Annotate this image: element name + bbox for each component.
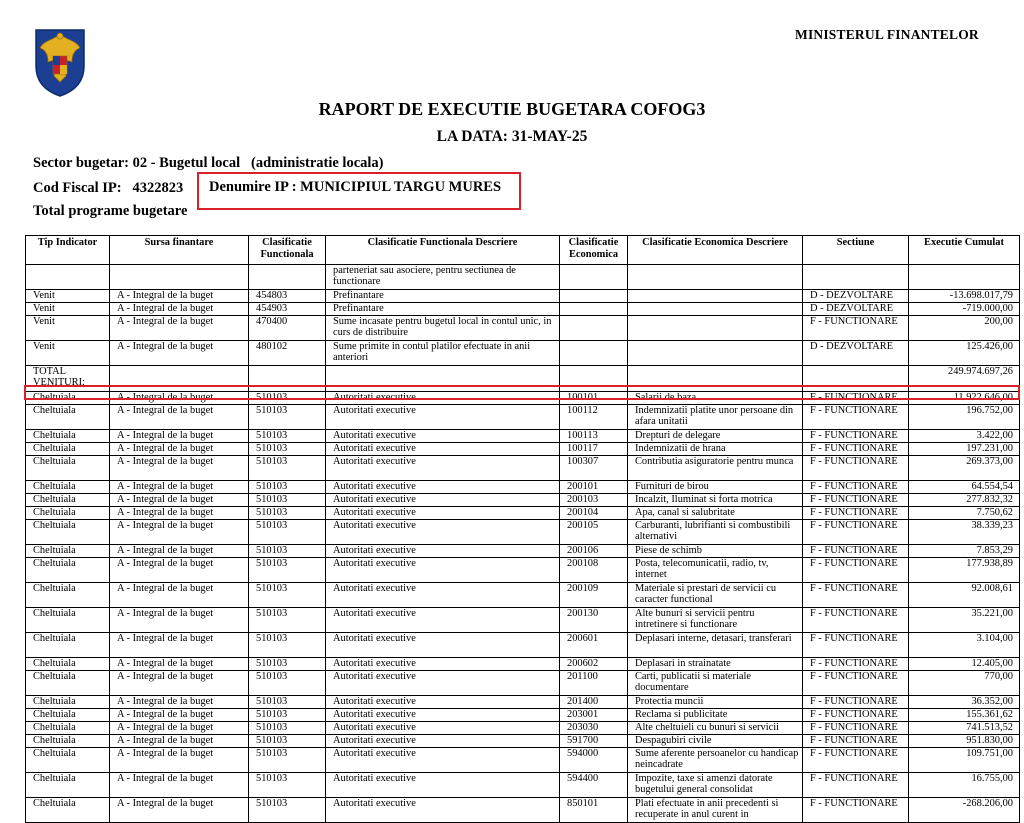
cell-functionala-descriere: Sume primite in contul platilor efectuate in anii anteriori (326, 341, 560, 366)
cell-sectiune: F - FUNCTIONARE (803, 735, 909, 748)
cell-functionala-descriere: Autoritati executive (326, 494, 560, 507)
cell-economica-descriere (628, 341, 803, 366)
cell-clasificatie-economica: 200104 (560, 507, 628, 520)
execution-table (25, 235, 1020, 823)
cell-functionala-descriere: Autoritati executive (326, 735, 560, 748)
cell-sursa-finantare: A - Integral de la buget (110, 520, 249, 545)
cell-executie-cumulat: 12.405,00 (909, 658, 1020, 671)
cell-functionala-descriere: Sume incasate pentru bugetul local in contul unic, in curs de distribuire (326, 316, 560, 341)
cell-executie-cumulat: 35.221,00 (909, 608, 1020, 633)
cell-sectiune: F - FUNCTIONARE (803, 520, 909, 545)
column-header-clasificatie-functionala: Clasificatie Functionala (249, 236, 326, 265)
report-title: RAPORT DE EXECUTIE BUGETARA COFOG3 (318, 99, 706, 119)
cell-economica-descriere: Reclama si publicitate (628, 709, 803, 722)
cell-clasificatie-functionala: 510103 (249, 658, 326, 671)
table-row (26, 520, 1020, 545)
cell-tip-indicator: Cheltuiala (26, 658, 110, 671)
cell-economica-descriere: Drepturi de delegare (628, 430, 803, 443)
cell-clasificatie-economica: 200101 (560, 481, 628, 494)
cell-clasificatie-economica (560, 316, 628, 341)
cell-executie-cumulat: 3.104,00 (909, 633, 1020, 658)
cell-economica-descriere: Alte cheltuieli cu bunuri si servicii (628, 722, 803, 735)
cell-functionala-descriere: Autoritati executive (326, 405, 560, 430)
cell-sectiune: F - FUNCTIONARE (803, 545, 909, 558)
table-row (26, 722, 1020, 735)
table-row (26, 658, 1020, 671)
cell-clasificatie-functionala: 510103 (249, 748, 326, 773)
table-row (26, 633, 1020, 658)
cell-functionala-descriere: Autoritati executive (326, 392, 560, 405)
cell-clasificatie-economica: 200103 (560, 494, 628, 507)
cell-clasificatie-economica (560, 366, 628, 392)
table-row (26, 341, 1020, 366)
cell-economica-descriere: Salarii de baza (628, 392, 803, 405)
cell-clasificatie-functionala: 510103 (249, 456, 326, 481)
cell-clasificatie-economica: 100113 (560, 430, 628, 443)
table-row (26, 748, 1020, 773)
cell-sursa-finantare: A - Integral de la buget (110, 290, 249, 303)
cell-economica-descriere: Carti, publicatii si materiale documentare (628, 671, 803, 696)
cell-sectiune (803, 265, 909, 290)
cell-functionala-descriere: Prefinantare (326, 303, 560, 316)
cell-executie-cumulat: 197.231,00 (909, 443, 1020, 456)
cell-economica-descriere: Piese de schimb (628, 545, 803, 558)
cell-sursa-finantare: A - Integral de la buget (110, 608, 249, 633)
table-row (26, 507, 1020, 520)
cell-functionala-descriere: Autoritati executive (326, 633, 560, 658)
cell-functionala-descriere: Autoritati executive (326, 722, 560, 735)
column-header-sursa-finantare: Sursa finantare (110, 236, 249, 265)
cell-tip-indicator: Cheltuiala (26, 507, 110, 520)
cell-functionala-descriere: Autoritati executive (326, 481, 560, 494)
cell-clasificatie-economica: 201400 (560, 696, 628, 709)
cell-sectiune: F - FUNCTIONARE (803, 608, 909, 633)
cell-clasificatie-economica: 100117 (560, 443, 628, 456)
cell-clasificatie-functionala: 510103 (249, 558, 326, 583)
cod-fiscal: Cod Fiscal IP: 4322823 (33, 180, 184, 196)
column-header-economica-descriere: Clasificatie Economica Descriere (628, 236, 803, 265)
cell-sectiune: F - FUNCTIONARE (803, 798, 909, 823)
table-row (26, 773, 1020, 798)
cell-economica-descriere (628, 265, 803, 290)
cell-functionala-descriere: Autoritati executive (326, 583, 560, 608)
cell-clasificatie-economica (560, 290, 628, 303)
cell-economica-descriere (628, 290, 803, 303)
cell-clasificatie-functionala: 470400 (249, 316, 326, 341)
cell-functionala-descriere: Autoritati executive (326, 709, 560, 722)
cell-economica-descriere (628, 316, 803, 341)
cell-sursa-finantare: A - Integral de la buget (110, 481, 249, 494)
cell-clasificatie-functionala: 510103 (249, 520, 326, 545)
cell-tip-indicator: Cheltuiala (26, 430, 110, 443)
cell-executie-cumulat: 951.830,00 (909, 735, 1020, 748)
cell-clasificatie-functionala: 510103 (249, 494, 326, 507)
table-row (26, 545, 1020, 558)
cell-executie-cumulat: 64.554,54 (909, 481, 1020, 494)
cell-executie-cumulat: 249.974.697,26 (909, 366, 1020, 392)
denumire-ip: Denumire IP : MUNICIPIUL TARGU MURES (209, 179, 502, 195)
cell-functionala-descriere: Autoritati executive (326, 658, 560, 671)
column-header-executie-cumulat: Executie Cumulat (909, 236, 1020, 265)
cell-functionala-descriere: Prefinantare (326, 290, 560, 303)
cell-economica-descriere: Protectia muncii (628, 696, 803, 709)
table-row (26, 671, 1020, 696)
cell-sursa-finantare: A - Integral de la buget (110, 671, 249, 696)
cell-executie-cumulat: 277.832,32 (909, 494, 1020, 507)
cell-tip-indicator: Venit (26, 290, 110, 303)
cell-sursa-finantare: A - Integral de la buget (110, 658, 249, 671)
table-row (26, 494, 1020, 507)
cell-economica-descriere: Furnituri de birou (628, 481, 803, 494)
cell-sectiune: F - FUNCTIONARE (803, 748, 909, 773)
cell-tip-indicator (26, 265, 110, 290)
cell-executie-cumulat: 109.751,00 (909, 748, 1020, 773)
cell-executie-cumulat: 16.755,00 (909, 773, 1020, 798)
cell-executie-cumulat (909, 265, 1020, 290)
cell-executie-cumulat: 770,00 (909, 671, 1020, 696)
cell-sectiune: F - FUNCTIONARE (803, 633, 909, 658)
cell-economica-descriere: Incalzit, Iluminat si forta motrica (628, 494, 803, 507)
cell-executie-cumulat: 38.339,23 (909, 520, 1020, 545)
cell-clasificatie-economica: 594400 (560, 773, 628, 798)
cell-economica-descriere: Indemnizatii platite unor persoane din afara unitatii (628, 405, 803, 430)
cell-sursa-finantare: A - Integral de la buget (110, 696, 249, 709)
cell-clasificatie-economica (560, 303, 628, 316)
cell-sectiune: F - FUNCTIONARE (803, 722, 909, 735)
cell-sursa-finantare (110, 366, 249, 392)
cell-executie-cumulat: 7.853,29 (909, 545, 1020, 558)
cell-executie-cumulat: -719.000,00 (909, 303, 1020, 316)
cell-tip-indicator: Cheltuiala (26, 443, 110, 456)
cell-tip-indicator: Cheltuiala (26, 696, 110, 709)
cell-sectiune: F - FUNCTIONARE (803, 494, 909, 507)
cell-tip-indicator: Cheltuiala (26, 494, 110, 507)
cell-clasificatie-economica: 591700 (560, 735, 628, 748)
cell-economica-descriere: Alte bunuri si servicii pentru intretinere si functionare (628, 608, 803, 633)
table-row (26, 583, 1020, 608)
cell-economica-descriere: Deplasari interne, detasari, transferari (628, 633, 803, 658)
cell-sursa-finantare: A - Integral de la buget (110, 494, 249, 507)
cell-clasificatie-economica: 200106 (560, 545, 628, 558)
cell-sectiune: D - DEZVOLTARE (803, 341, 909, 366)
table-row (26, 558, 1020, 583)
column-header-functionala-descriere: Clasificatie Functionala Descriere (326, 236, 560, 265)
cell-tip-indicator: Cheltuiala (26, 671, 110, 696)
cell-functionala-descriere: parteneriat sau asociere, pentru sectiunea de functionare (326, 265, 560, 290)
cell-functionala-descriere: Autoritati executive (326, 748, 560, 773)
cell-executie-cumulat: 200,00 (909, 316, 1020, 341)
column-header-sectiune: Sectiune (803, 236, 909, 265)
cell-tip-indicator: Cheltuiala (26, 748, 110, 773)
cell-clasificatie-functionala: 454903 (249, 303, 326, 316)
cell-clasificatie-economica (560, 341, 628, 366)
cell-tip-indicator: Cheltuiala (26, 481, 110, 494)
table-header-row (26, 236, 1020, 265)
cell-functionala-descriere: Autoritati executive (326, 430, 560, 443)
cell-executie-cumulat: -13.698.017,79 (909, 290, 1020, 303)
cell-executie-cumulat: 196.752,00 (909, 405, 1020, 430)
cell-sectiune: F - FUNCTIONARE (803, 456, 909, 481)
cell-clasificatie-economica: 203001 (560, 709, 628, 722)
table-row (26, 405, 1020, 430)
cell-sursa-finantare: A - Integral de la buget (110, 583, 249, 608)
cell-economica-descriere: Materiale si prestari de servicii cu caracter functional (628, 583, 803, 608)
cell-functionala-descriere: Autoritati executive (326, 520, 560, 545)
ministry-name: MINISTERUL FINANTELOR (795, 27, 979, 42)
table-row (26, 316, 1020, 341)
cell-functionala-descriere: Autoritati executive (326, 507, 560, 520)
cell-sectiune: F - FUNCTIONARE (803, 671, 909, 696)
cell-tip-indicator: Cheltuiala (26, 456, 110, 481)
cell-sectiune (803, 366, 909, 392)
total-programe: Total programe bugetare (33, 203, 188, 219)
cell-tip-indicator: Cheltuiala (26, 709, 110, 722)
cell-sectiune: F - FUNCTIONARE (803, 658, 909, 671)
cell-sursa-finantare: A - Integral de la buget (110, 722, 249, 735)
cell-sursa-finantare: A - Integral de la buget (110, 709, 249, 722)
cell-executie-cumulat: 7.750,62 (909, 507, 1020, 520)
cell-economica-descriere: Deplasari in strainatate (628, 658, 803, 671)
cell-sursa-finantare (110, 265, 249, 290)
cell-sectiune: F - FUNCTIONARE (803, 430, 909, 443)
cell-tip-indicator: Cheltuiala (26, 608, 110, 633)
cell-economica-descriere: Sume aferente persoanelor cu handicap neincadrate (628, 748, 803, 773)
cell-sursa-finantare: A - Integral de la buget (110, 773, 249, 798)
cell-sursa-finantare: A - Integral de la buget (110, 545, 249, 558)
cell-sursa-finantare: A - Integral de la buget (110, 735, 249, 748)
cell-clasificatie-economica: 200108 (560, 558, 628, 583)
table-row (26, 709, 1020, 722)
column-header-clasificatie-economica: Clasificatie Economica (560, 236, 628, 265)
cell-sursa-finantare: A - Integral de la buget (110, 633, 249, 658)
sector-bugetar: Sector bugetar: 02 - Bugetul local (administratie locala) (33, 155, 384, 171)
cell-sectiune: F - FUNCTIONARE (803, 316, 909, 341)
cell-tip-indicator: TOTAL VENITURI: (26, 366, 110, 392)
cell-executie-cumulat: 269.373,00 (909, 456, 1020, 481)
cell-clasificatie-functionala: 510103 (249, 798, 326, 823)
cell-clasificatie-economica: 594000 (560, 748, 628, 773)
cell-functionala-descriere (326, 366, 560, 392)
cell-clasificatie-functionala: 510103 (249, 545, 326, 558)
cell-functionala-descriere: Autoritati executive (326, 608, 560, 633)
cell-tip-indicator: Venit (26, 316, 110, 341)
cell-clasificatie-economica: 201100 (560, 671, 628, 696)
cell-executie-cumulat: 11.922.646,00 (909, 392, 1020, 405)
cell-sectiune: D - DEZVOLTARE (803, 290, 909, 303)
table-row (26, 430, 1020, 443)
cell-tip-indicator: Cheltuiala (26, 520, 110, 545)
table-row (26, 456, 1020, 481)
table-row (26, 303, 1020, 316)
cell-clasificatie-functionala: 510103 (249, 583, 326, 608)
cell-clasificatie-economica (560, 265, 628, 290)
cell-clasificatie-functionala: 480102 (249, 341, 326, 366)
cell-sectiune: F - FUNCTIONARE (803, 773, 909, 798)
cell-functionala-descriere: Autoritati executive (326, 456, 560, 481)
cell-sectiune: F - FUNCTIONARE (803, 481, 909, 494)
cell-sursa-finantare: A - Integral de la buget (110, 392, 249, 405)
cell-economica-descriere: Plati efectuate in anii precedenti si recuperate in anul curent in (628, 798, 803, 823)
cell-economica-descriere: Carburanti, lubrifianti si combustibili alternativi (628, 520, 803, 545)
cell-tip-indicator: Cheltuiala (26, 392, 110, 405)
cell-sursa-finantare: A - Integral de la buget (110, 405, 249, 430)
cell-tip-indicator: Cheltuiala (26, 633, 110, 658)
cell-economica-descriere: Despagubiri civile (628, 735, 803, 748)
cell-sursa-finantare: A - Integral de la buget (110, 303, 249, 316)
cell-clasificatie-functionala: 510103 (249, 696, 326, 709)
column-header-tip-indicator: Tip Indicator (26, 236, 110, 265)
cell-sectiune: F - FUNCTIONARE (803, 558, 909, 583)
cell-economica-descriere: Apa, canal si salubritate (628, 507, 803, 520)
cell-sectiune: F - FUNCTIONARE (803, 507, 909, 520)
cell-sectiune: F - FUNCTIONARE (803, 392, 909, 405)
table-row (26, 735, 1020, 748)
cell-executie-cumulat: 92.008,61 (909, 583, 1020, 608)
cell-clasificatie-functionala: 510103 (249, 392, 326, 405)
cell-clasificatie-economica: 200601 (560, 633, 628, 658)
cell-functionala-descriere: Autoritati executive (326, 671, 560, 696)
cell-clasificatie-economica: 200109 (560, 583, 628, 608)
table-body (26, 265, 1020, 823)
cell-sursa-finantare: A - Integral de la buget (110, 443, 249, 456)
cell-sursa-finantare: A - Integral de la buget (110, 507, 249, 520)
cell-tip-indicator: Cheltuiala (26, 545, 110, 558)
cell-economica-descriere (628, 366, 803, 392)
cell-clasificatie-economica: 100112 (560, 405, 628, 430)
cell-functionala-descriere: Autoritati executive (326, 545, 560, 558)
cell-clasificatie-economica: 200602 (560, 658, 628, 671)
cell-executie-cumulat: -268.206,00 (909, 798, 1020, 823)
table-row (26, 290, 1020, 303)
cell-economica-descriere: Posta, telecomunicatii, radio, tv, internet (628, 558, 803, 583)
cell-tip-indicator: Cheltuiala (26, 722, 110, 735)
cell-economica-descriere: Indemnizatii de hrana (628, 443, 803, 456)
cell-executie-cumulat: 741.513,52 (909, 722, 1020, 735)
cell-clasificatie-functionala: 510103 (249, 443, 326, 456)
cell-clasificatie-functionala: 454803 (249, 290, 326, 303)
cell-clasificatie-economica: 100101 (560, 392, 628, 405)
cell-clasificatie-functionala: 510103 (249, 633, 326, 658)
cell-clasificatie-functionala: 510103 (249, 671, 326, 696)
cell-functionala-descriere: Autoritati executive (326, 773, 560, 798)
cell-executie-cumulat: 36.352,00 (909, 696, 1020, 709)
table-row (26, 366, 1020, 392)
table-row (26, 392, 1020, 405)
cell-sectiune: F - FUNCTIONARE (803, 709, 909, 722)
cell-functionala-descriere: Autoritati executive (326, 798, 560, 823)
table-row (26, 443, 1020, 456)
cell-tip-indicator: Cheltuiala (26, 735, 110, 748)
cell-clasificatie-functionala: 510103 (249, 709, 326, 722)
cell-executie-cumulat: 3.422,00 (909, 430, 1020, 443)
cell-functionala-descriere: Autoritati executive (326, 558, 560, 583)
cell-sectiune: F - FUNCTIONARE (803, 583, 909, 608)
report-date: LA DATA: 31-MAY-25 (436, 128, 588, 145)
cell-tip-indicator: Cheltuiala (26, 773, 110, 798)
cell-sursa-finantare: A - Integral de la buget (110, 341, 249, 366)
cell-clasificatie-functionala (249, 366, 326, 392)
cell-tip-indicator: Cheltuiala (26, 558, 110, 583)
cell-sursa-finantare: A - Integral de la buget (110, 430, 249, 443)
cell-executie-cumulat: 177.938,89 (909, 558, 1020, 583)
cell-clasificatie-functionala (249, 265, 326, 290)
cell-functionala-descriere: Autoritati executive (326, 443, 560, 456)
cell-clasificatie-functionala: 510103 (249, 722, 326, 735)
cell-clasificatie-functionala: 510103 (249, 735, 326, 748)
cell-sursa-finantare: A - Integral de la buget (110, 456, 249, 481)
cell-clasificatie-functionala: 510103 (249, 507, 326, 520)
cell-sectiune: D - DEZVOLTARE (803, 303, 909, 316)
cell-economica-descriere: Contributia asiguratorie pentru munca (628, 456, 803, 481)
cell-economica-descriere: Impozite, taxe si amenzi datorate bugetului general consolidat (628, 773, 803, 798)
cell-sursa-finantare: A - Integral de la buget (110, 558, 249, 583)
cell-clasificatie-economica: 100307 (560, 456, 628, 481)
cell-sursa-finantare: A - Integral de la buget (110, 748, 249, 773)
cell-clasificatie-economica: 203030 (560, 722, 628, 735)
cell-executie-cumulat: 125.426,00 (909, 341, 1020, 366)
cell-tip-indicator: Cheltuiala (26, 405, 110, 430)
table-row (26, 696, 1020, 709)
cell-sursa-finantare: A - Integral de la buget (110, 798, 249, 823)
table-row (26, 798, 1020, 823)
cell-tip-indicator: Cheltuiala (26, 583, 110, 608)
cell-sursa-finantare: A - Integral de la buget (110, 316, 249, 341)
cell-tip-indicator: Venit (26, 341, 110, 366)
cell-sectiune: F - FUNCTIONARE (803, 405, 909, 430)
cell-clasificatie-economica: 200105 (560, 520, 628, 545)
cell-tip-indicator: Venit (26, 303, 110, 316)
table-row (26, 608, 1020, 633)
cell-executie-cumulat: 155.361,62 (909, 709, 1020, 722)
cell-clasificatie-functionala: 510103 (249, 405, 326, 430)
table-row (26, 265, 1020, 290)
cell-clasificatie-economica: 850101 (560, 798, 628, 823)
cell-clasificatie-economica: 200130 (560, 608, 628, 633)
table-row (26, 481, 1020, 494)
cell-sectiune: F - FUNCTIONARE (803, 696, 909, 709)
cell-clasificatie-functionala: 510103 (249, 430, 326, 443)
cell-sectiune: F - FUNCTIONARE (803, 443, 909, 456)
cell-clasificatie-functionala: 510103 (249, 773, 326, 798)
cell-tip-indicator: Cheltuiala (26, 798, 110, 823)
cell-clasificatie-functionala: 510103 (249, 608, 326, 633)
coat-of-arms-icon (34, 26, 86, 98)
cell-economica-descriere (628, 303, 803, 316)
cell-functionala-descriere: Autoritati executive (326, 696, 560, 709)
cell-clasificatie-functionala: 510103 (249, 481, 326, 494)
